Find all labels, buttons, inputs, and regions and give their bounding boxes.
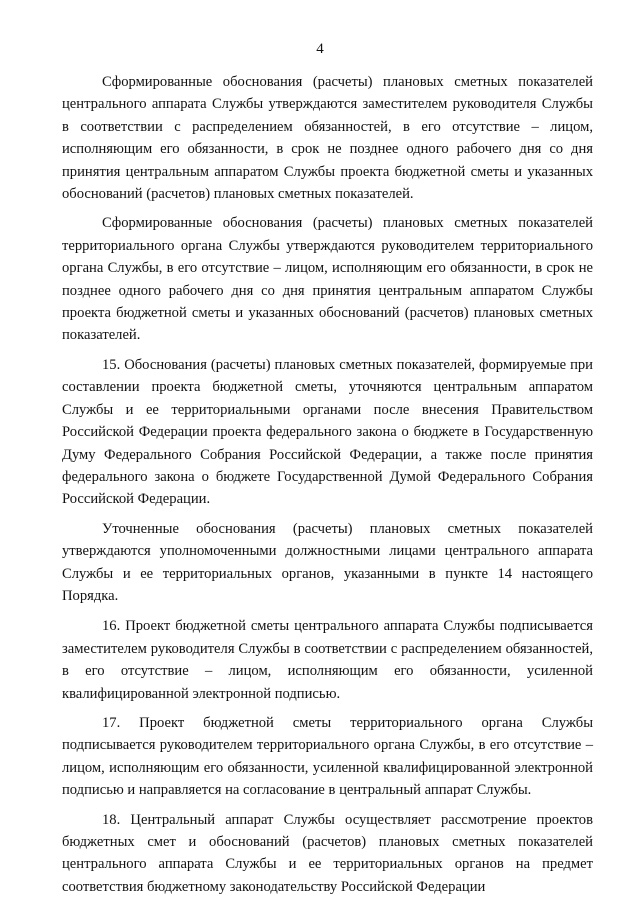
paragraph-item-17: 17. Проект бюджетной сметы территориального органа Службы подписывается руководителем территориального органа Службы, в его отсутствие – лицом, исполняющим его обязанности, усиленной квалифицированной электронной подписью и направляется на согласование в центральный аппарат Службы. xyxy=(62,714,593,799)
page-number: 4 xyxy=(316,41,324,57)
paragraph-item-18: 18. Центральный аппарат Службы осуществляет рассмотрение проектов бюджетных смет и обоснований (расчетов) плановых сметных показателей центрального аппарата Службы и ее территориальных органов на предмет соответствия бюджетному законодательству Российской Федерации xyxy=(62,811,593,895)
paragraph-item-15: 15. Обоснования (расчеты) плановых сметных показателей, формируемые при составлении проекта бюджетной сметы, уточняются центральным аппаратом Службы и ее территориальными органами после внесения Правительством Российской Федерации проекта федерального закона о бюджете в Государственную Думу Федерального Собрания Российской Федерации, а также после принятия федерального закона о бюджете Государственной Думой Федерального Собрания Российской Федерации. xyxy=(62,356,593,508)
document-body xyxy=(62,71,593,898)
paragraph-item-16: 16. Проект бюджетной сметы центрального аппарата Службы подписывается заместителем руководителя Службы в соответствии с распределением обязанностей, в его отсутствие – лицом, исполняющим его обязанности, усиленной квалифицированной электронной подписью. xyxy=(62,618,593,702)
paragraph-approval-central: Сформированные обоснования (расчеты) плановых сметных показателей центрального аппарата Службы утверждаются заместителем руководителя Службы в соответствии с распределением обязанностей, в его отсутствие – лицом, исполняющим его обязанности, в срок не позднее одного рабочего дня со дня принятия центральным аппаратом Службы проекта бюджетной сметы и указанных обоснований (расчетов) плановых сметных показателей. xyxy=(62,74,593,203)
paragraph-refined-approval: Уточненные обоснования (расчеты) плановых сметных показателей утверждаются уполномоченными должностными лицами центрального аппарата Службы и ее территориальных органов, указанными в пункте 14 настоящего Порядка. xyxy=(62,520,593,604)
paragraph-approval-territorial: Сформированные обоснования (расчеты) плановых сметных показателей территориального органа Службы утверждаются руководителем территориального органа Службы, в его отсутствие – лицом, исполняющим его обязанности, в срок не позднее одного рабочего дня со дня принятия центральным аппаратом Службы проекта бюджетной сметы и указанных обоснований (расчетов) плановых сметных показателей. xyxy=(62,215,593,344)
